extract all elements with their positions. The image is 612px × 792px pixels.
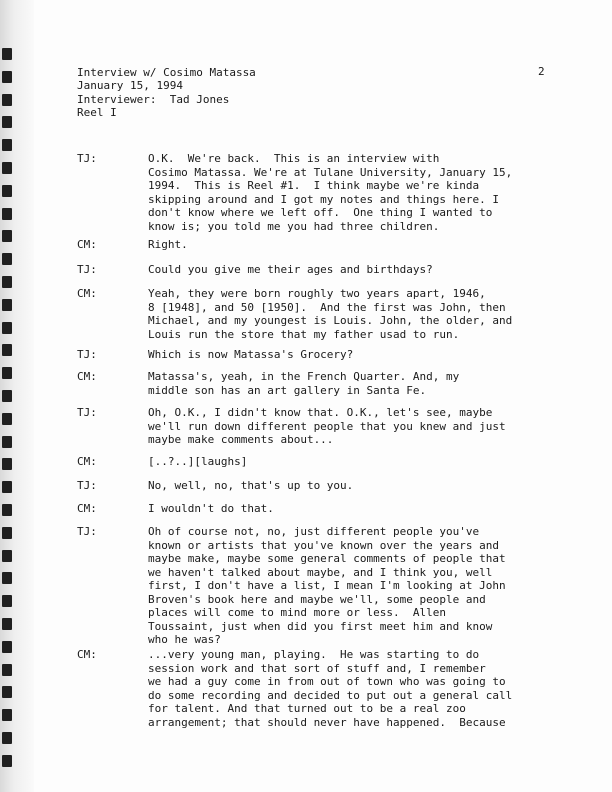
- speaker-label: TJ:: [77, 479, 97, 492]
- text-line: Could you give me their ages and birthdays?: [148, 263, 433, 276]
- text-line: skipping around and I got my notes and things here. I: [148, 192, 499, 206]
- binding-hole: [2, 253, 12, 265]
- turn-text: [148, 525, 568, 647]
- binding-hole: [2, 390, 12, 402]
- binding-hole: [2, 139, 12, 151]
- binding-hole: [2, 550, 12, 562]
- header-title: Interview w/ Cosimo Matassa: [77, 66, 256, 79]
- text-line: Michael, and my youngest is Louis. John, the older, and: [148, 314, 513, 327]
- turn-text: [148, 455, 568, 469]
- binding-hole: [2, 595, 12, 607]
- text-line: don't know where we left off. One thing I wanted to: [148, 206, 493, 219]
- text-line: maybe make, maybe some general comments of people that: [148, 552, 506, 565]
- binding-hole: [2, 436, 12, 448]
- binding-hole: [2, 572, 12, 584]
- binding-hole: [2, 618, 12, 630]
- header-date: January 15, 1994: [77, 79, 183, 93]
- turn-text: [148, 152, 568, 233]
- text-line: known or artists that you've known over the years and: [148, 538, 499, 552]
- speaker-label: CM:: [77, 455, 97, 468]
- turn-text: [148, 648, 568, 729]
- binding-hole: [2, 185, 12, 197]
- binding-hole: [2, 322, 12, 334]
- binding-hole: [2, 162, 12, 174]
- binding-hole: [2, 48, 12, 60]
- text-line: arrangement; that should never have happened. Because: [148, 715, 506, 729]
- binding-hole: [2, 276, 12, 288]
- turn-text: [148, 348, 568, 362]
- speaker-label: CM:: [77, 238, 97, 251]
- text-line: I wouldn't do that.: [148, 502, 274, 515]
- text-line: Cosimo Matassa. We're at Tulane University, January 15,: [148, 165, 513, 179]
- text-line: [..?..][laughs]: [148, 455, 248, 468]
- document-header: [77, 66, 256, 120]
- binding-hole: [2, 230, 12, 242]
- text-line: Right.: [148, 238, 188, 251]
- text-line: do some recording and decided to put out a general call: [148, 688, 513, 702]
- binding-hole: [2, 458, 12, 470]
- binding-hole: [2, 413, 12, 425]
- text-line: Toussaint, just when did you first meet him and know: [148, 619, 493, 633]
- turn-text: [148, 406, 568, 447]
- page-number: 2: [538, 65, 545, 78]
- text-line: places will come to mind more or less. Allen: [148, 606, 447, 619]
- binding-hole: [2, 527, 12, 539]
- text-line: who he was?: [148, 633, 221, 646]
- binding-hole: [2, 641, 12, 653]
- text-line: Matassa's, yeah, in the French Quarter. And, my: [148, 370, 460, 383]
- speaker-label: CM:: [77, 370, 97, 383]
- turn-text: [148, 263, 568, 277]
- text-line: for talent. And that turned out to be a real zoo: [148, 702, 466, 715]
- text-line: Oh, O.K., I didn't know that. O.K., let's see, maybe: [148, 406, 493, 419]
- binding-hole: [2, 686, 12, 698]
- text-line: Louis run the store that my father usad to run.: [148, 327, 460, 341]
- text-line: we'll run down different people that you knew and just: [148, 419, 506, 433]
- speaker-label: CM:: [77, 648, 97, 661]
- text-line: Which is now Matassa's Grocery?: [148, 348, 354, 361]
- turn-text: [148, 287, 568, 341]
- speaker-label: CM:: [77, 287, 97, 300]
- speaker-label: TJ:: [77, 525, 97, 538]
- binding-hole: [2, 208, 12, 220]
- turn-text: [148, 238, 568, 252]
- text-line: Oh of course not, no, just different people you've: [148, 525, 480, 538]
- text-line: Yeah, they were born roughly two years apart, 1946,: [148, 287, 486, 300]
- text-line: Broven's book here and maybe we'll, some people and: [148, 592, 486, 606]
- turn-text: [148, 479, 568, 493]
- binding-hole: [2, 481, 12, 493]
- binding-hole: [2, 71, 12, 83]
- speaker-label: TJ:: [77, 152, 97, 165]
- text-line: we had a guy come in from out of town who was going to: [148, 675, 506, 688]
- binding-hole: [2, 755, 12, 767]
- text-line: 1994. This is Reel #1. I think maybe we're kinda: [148, 179, 480, 192]
- text-line: No, well, no, that's up to you.: [148, 479, 354, 492]
- header-reel: Reel I: [77, 106, 117, 120]
- binding-edge: [0, 0, 34, 792]
- text-line: O.K. We're back. This is an interview with: [148, 152, 440, 165]
- binding-hole: [2, 709, 12, 721]
- binding-hole: [2, 344, 12, 356]
- turn-text: [148, 370, 568, 397]
- speaker-label: TJ:: [77, 263, 97, 276]
- speaker-label: CM:: [77, 502, 97, 515]
- binding-hole: [2, 664, 12, 676]
- text-line: we haven't talked about maybe, and I think you, well: [148, 565, 493, 579]
- text-line: ...very young man, playing. He was starting to do: [148, 648, 480, 661]
- binding-hole: [2, 299, 12, 311]
- binding-hole: [2, 367, 12, 379]
- header-interviewer: Interviewer: Tad Jones: [77, 92, 230, 106]
- binding-holes: [2, 48, 14, 778]
- binding-hole: [2, 732, 12, 744]
- binding-hole: [2, 116, 12, 128]
- text-line: first, I don't have a list, I mean I'm looking at John: [148, 579, 506, 592]
- text-line: maybe make comments about...: [148, 433, 334, 446]
- binding-hole: [2, 94, 12, 106]
- text-line: middle son has an art gallery in Santa Fe.: [148, 383, 427, 397]
- text-line: know is; you told me you had three children.: [148, 219, 440, 233]
- speaker-label: TJ:: [77, 406, 97, 419]
- turn-text: [148, 502, 568, 516]
- binding-hole: [2, 504, 12, 516]
- text-line: session work and that sort of stuff and, I remember: [148, 661, 486, 675]
- text-line: 8 [1948], and 50 [1950]. And the first was John, then: [148, 300, 506, 314]
- speaker-label: TJ:: [77, 348, 97, 361]
